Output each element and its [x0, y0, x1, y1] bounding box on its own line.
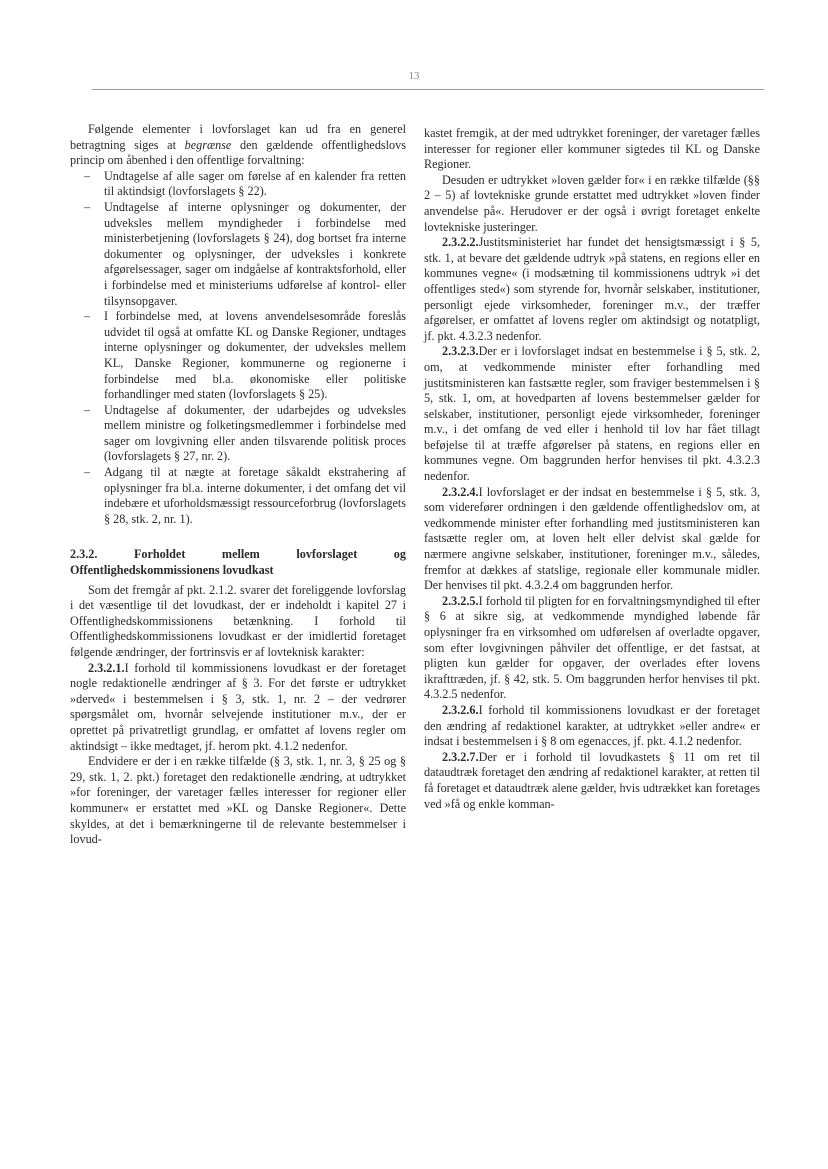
body-paragraph: [424, 173, 760, 235]
intro-text-start: Følgende elementer i lovforslaget kan ud fra en generel betragtning siges at: [70, 122, 406, 152]
list-item: – Undtagelse af alle sager om førelse af en kalender fra retten til aktindsigt (lovforslagets § 22).: [70, 169, 406, 200]
body-paragraph: [424, 485, 760, 594]
paragraph-text: Endvidere er der i en række tilfælde (§ 3, stk. 1, nr. 3, § 25 og § 29, stk. 1, 2. pkt.) foretaget den redaktionelle ændring, at udtrykket »for foreninger, der varetager fælles interesser for regioner eller kommuner« er erstattet med »KL og Danske Regioner«. Dette skyldes, at det i bemærkningerne til de relevante bestemmelser i lovud-: [70, 754, 406, 847]
paragraph-text: Justitsministeriet har fundet det hensigtsmæssigt i § 5, stk. 1, at bevare det gældende udtryk »på statens, en regions eller en kommunes vegne« (i modsætning til kommissionens udtryk »i det offentliges sted«) som styrende for, hvornår selskaber, institutioner, personligt ejede virksomheder, foreninger m.v., der træffer afgørelser, er omfattet af lovens regler om aktindsigt og notatpligt, jf. pkt. 4.3.2.3 nedenfor.: [424, 235, 760, 343]
paragraph-text: Som det fremgår af pkt. 2.1.2. svarer det foreliggende lovforslag i det væsentlige til det lovudkast, der er indeholdt i kapitel 27 i Offentlighedskommissionens betænkning. I forhold til Offentlighedskommissionens lovudkast er der imidlertid foretaget følgende ændringer, der fortrinsvis er af lovteknisk karakter:: [70, 582, 406, 659]
intro-text-end: den gældende offentlighedslovs princip om åbenhed i den offentlige forvaltning:: [70, 137, 406, 168]
left-column: [70, 122, 406, 848]
section-heading: 2.3.2. Forholdet mellem lovforslaget og Offentlighedskommissionens lovudkast: [70, 547, 406, 578]
intro-emphasis: begrænse: [184, 137, 232, 152]
body-paragraph: [424, 703, 760, 750]
right-paragraphs: [424, 126, 760, 812]
paragraph-text: I lovforslaget er der indsat en bestemmelse i § 5, stk. 3, som viderefører ordningen i den gældende offentlighedslov om, at vedkommende minister efter forhandling med justitsministeren kan fastsætte regler om, at loven helt eller delvist skal gælde for nærmere angivne selskaber, institutioner, foreninger m.v., således, fremfor at dækkes af statslige, regionale eller kommunale midler. Der henvises til pkt. 4.3.2.4 om baggrunden herfor.: [424, 484, 760, 593]
list-item: – Undtagelse af dokumenter, der udarbejdes og udveksles mellem ministre og folketingsmedlemmer i forbindelse med sager om lovgivning eller anden tilsvarende politisk proces (lovforslagets § 27, nr. 2).: [70, 403, 406, 465]
left-paragraphs: [70, 583, 406, 848]
body-paragraph: [424, 126, 760, 173]
intro-paragraph: [70, 122, 406, 169]
paragraph-text: Der er i forhold til lovudkastets § 11 om ret til dataudtræk foretaget den ændring af redaktionel karakter, at retten til få foretaget et dataudtræk alene gælder, hvis udtrækket kan foretages ved »få og enkle komman-: [424, 749, 760, 811]
list-item: – Adgang til at nægte at foretage såkaldt ekstrahering af oplysninger fra bl.a. interne dokumenter, i det omfang det vil indebære et uforholdsmæssigt ressourceforbrug (lovforslagets § 28, stk. 2, nr. 1).: [70, 465, 406, 527]
paragraph-text: I forhold til pligten for en forvaltningsmyndighed til efter § 6 at sikre sig, at vedkommende myndighed løbende får oplysninger fra en virksomhed om udførelsen af overladte opgaver, som efter lovgivningen påhviler det offentlige, er det fastsat, at pligten kun gælder for opgaver, der overlades efter lovens ikrafttræden, jf. § 42, stk. 5. Om baggrunden herfor henvises til pkt. 4.3.2.5 nedenfor.: [424, 593, 760, 702]
paragraph-text: Der er i lovforslaget indsat en bestemmelse i § 5, stk. 2, om, at vedkommende minister efter forhandling med justitsministeren kan fastsætte regler, som fraviger bestemmelsen i § 5, stk. 1, om, at hovedparten af lovens bestemmelser gælder for selskaber, institutioner, personligt ejede virksomheder, foreninger m.v., i det omfang de ved eller i henhold til lov har fået tillagt beføjelse til at træffe afgørelser på statens, en regions eller en kommunes vegne. Om baggrunden herfor henvises til pkt. 4.3.2.3 nedenfor.: [424, 344, 760, 484]
section-number: 2.3.2.3.: [442, 344, 479, 359]
section-number: 2.3.2.6.: [442, 702, 479, 717]
section-number: 2.3.2.1.: [88, 660, 125, 675]
paragraph-text: I forhold til kommissionens lovudkast er der foretaget den ændring af redaktionel karakter, at udtrykket »eller andre« er indsat i bestemmelsen i § 8 om egenacces, jf. pkt. 4.1.2 nedenfor.: [424, 702, 760, 749]
header-rule: [92, 89, 764, 90]
page-number: 13: [408, 70, 420, 82]
body-paragraph: [70, 583, 406, 661]
section-number: 2.3.2.5.: [442, 593, 479, 608]
paragraph-text: I forhold til kommissionens lovudkast er der foretaget nogle redaktionelle ændringer af § 3. For det første er udtrykket »derved« i bestemmelsen i § 3, stk. 1, nr. 2 – der vedrører spørgsmålet om, hvornår selvejende institutioner m.v., der er oprettet på privatretligt grundlag, er omfattet af lovens regler om aktindsigt – ikke medtaget, jf. herom pkt. 4.1.2 nedenfor.: [70, 660, 406, 753]
exception-list: [70, 169, 406, 528]
section-number: 2.3.2.4.: [442, 484, 479, 499]
paragraph-text: Desuden er udtrykket »loven gælder for« i en række tilfælde (§§ 2 – 5) af lovtekniske grunde erstattet med udtrykket »loven finder anvendelse på«. Herudover er der også i øvrigt foretaget enkelte lovtekniske justeringer.: [424, 172, 760, 234]
section-number: 2.3.2.2.: [442, 235, 479, 250]
body-paragraph: [70, 661, 406, 755]
body-paragraph: [424, 594, 760, 703]
paragraph-text: kastet fremgik, at der med udtrykket foreninger, der varetager fælles interesser for regioner eller kommuner sigtedes til KL og Danske Regioner.: [424, 126, 760, 172]
right-column: [424, 126, 760, 812]
list-item: – Undtagelse af interne oplysninger og dokumenter, der udveksles mellem myndigheder i forbindelse med ministerbetjening (lovforslagets § 24), dog bortset fra interne dokumenter og oplysninger, der udveksles i konkrete afgørelsessager, sager om indgåelse af kontraktsforhold, eller i forbindelse med et ministeriums udførelse af kontrol- eller tilsynsopgaver.: [70, 200, 406, 309]
body-paragraph: [70, 754, 406, 848]
body-paragraph: [424, 235, 760, 344]
body-paragraph: [424, 750, 760, 812]
body-paragraph: [424, 344, 760, 484]
list-item: – I forbindelse med, at lovens anvendelsesområde foreslås udvidet til også at omfatte KL og Danske Regioner, undtages interne oplysninger og dokumenter, der udveksles mellem KL, Danske Regioner, kommunerne og regionerne i forbindelse med bl.a. økonomiske eller politiske forhandlinger med staten (lovforslagets § 25).: [70, 309, 406, 403]
section-number: 2.3.2.7.: [442, 749, 479, 764]
